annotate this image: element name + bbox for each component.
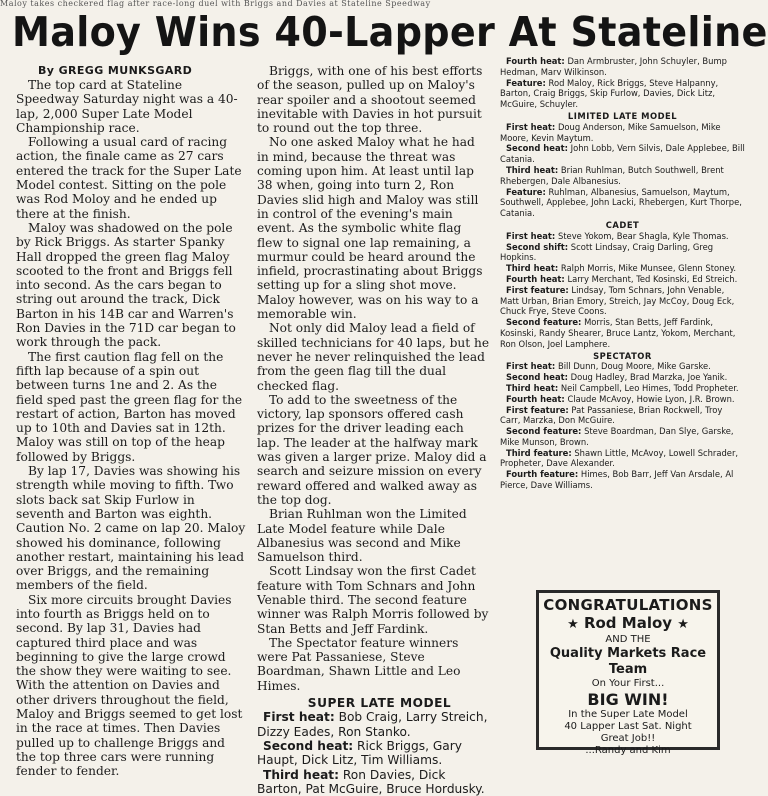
result-line — [257, 768, 490, 796]
star-icon: ★ — [567, 617, 579, 632]
result-label: First heat: — [506, 361, 556, 372]
result-label: First feature: — [506, 404, 569, 415]
result-label: First heat: — [263, 710, 335, 725]
article-paragraph: Brian Ruhlman won the Limited Late Model feature while Dale Albanesius was second and Mike Samuelson third. — [257, 507, 467, 565]
results-list-super-late-model — [257, 696, 490, 796]
results-section-heading: LIMITED LATE MODEL — [567, 110, 678, 121]
result-names: Morris, Stan Betts, Jeff Fardink, Kosinski, Randy Shearer, Bruce Lantz, Yokom, Merchant, Ron Olson, Joel Lamphere. — [500, 317, 736, 349]
result-line — [500, 143, 745, 165]
ad-big-win: BIG WIN! — [587, 690, 669, 709]
result-label: Feature: — [506, 186, 546, 197]
result-names: Ruhlman, Albanesius, Samuelson, Maytum, Southwell, Applebee, John Lacki, Rhebergen, Kurt Thorpe, Catania. — [500, 186, 742, 219]
article-paragraph: Six more circuits brought Davies into fourth as Briggs held on to second. By lap 31, Davies had captured third place and was beginning to give the large crowd the show they were waiting to see. With the attention on Davies and other drivers throughout the field, Maloy and Briggs seemed to get lost in the race at times. Then Davies pulled up to challenge Briggs and the top three cars were running fender to fender. — [16, 592, 243, 779]
result-line — [257, 710, 490, 739]
result-label: Third feature: — [506, 447, 572, 458]
article-paragraph: Following a usual card of racing action, the finale came as 27 cars entered the track for the Super Late Model contest. Sitting on the pole was Rod Moloy and he ended up there at the finish. — [16, 135, 242, 221]
result-label: Third heat: — [506, 164, 559, 175]
congratulations-ad — [536, 590, 720, 756]
ad-driver-name — [539, 614, 717, 634]
result-line — [500, 372, 745, 383]
article-paragraph: Briggs, with one of his best efforts of the season, pulled up on Maloy's rear spoiler and a shootout seemed inevitable with Davies in hot pursuit to round out the top three. — [257, 64, 483, 136]
column-1-paragraphs — [16, 78, 246, 779]
result-line — [500, 469, 745, 491]
result-names: Brian Ruhlman, Butch Southwell, Brent Rhebergen, Dale Albanesius. — [500, 164, 724, 186]
article-column-2 — [257, 64, 490, 796]
results-column — [500, 56, 745, 576]
result-label: Second heat: — [506, 372, 568, 383]
result-line — [500, 56, 745, 78]
result-label: Second shift: — [506, 241, 569, 252]
article-column-1 — [16, 64, 246, 779]
result-label: Third heat: — [506, 382, 559, 393]
result-names: Lindsay, Tom Schnars, John Venable, Matt Urban, Brian Emory, Streich, Jay McCoy, Doug Eck, Chuck Frye, Steve Coons. — [500, 284, 735, 317]
ad-team-name: Quality Markets Race Team — [549, 646, 707, 677]
result-names: Bill Dunn, Doug Moore, Mike Garske. — [557, 361, 711, 372]
star-icon: ★ — [677, 617, 689, 632]
result-line — [500, 165, 745, 187]
result-line — [500, 231, 745, 242]
result-line — [500, 383, 745, 394]
result-names: Rick Briggs, Gary Haupt, Dick Litz, Tim Williams. — [257, 738, 462, 768]
ad-driver-label: Rod Maloy — [583, 614, 673, 632]
result-names: Doug Hadley, Brad Marzka, Joe Yanik. — [570, 372, 728, 383]
clipped-previous-line: Maloy takes checkered flag after race-long duel with Briggs and Davies at Stateline Speedway — [0, 0, 431, 8]
result-names: Larry Merchant, Ted Kosinski, Ed Streich. — [567, 273, 738, 284]
article-paragraph: No one asked Maloy what he had in mind, because the threat was coming upon him. At least until lap 38 when, going into turn 2, Ron Davies slid high and Maloy was still in control of the evening's main event. As the symbolic white flag flew to signal one lap remaining, a murmur could be heard around the infield, procrastinating about Briggs setting up for a sling shot move. Maloy however, was on his way to a memorable win. — [257, 135, 483, 322]
result-names: Dan Armbruster, John Schuyler, Bump Hedman, Marv Wilkinson. — [500, 56, 727, 77]
result-names: Steve Yokom, Bear Shagla, Kyle Thomas. — [557, 230, 729, 241]
ad-first-line: On Your First... — [591, 678, 665, 689]
results-section-heading: CADET — [605, 219, 640, 230]
result-label: Feature: — [506, 77, 546, 88]
result-label: Second feature: — [506, 317, 582, 328]
article-paragraph: Scott Lindsay won the first Cadet feature with Tom Schnars and John Venable third. The second feature winner was Ralph Morris followed by Stan Betts and Jeff Fardink. — [257, 564, 489, 636]
column-2-paragraphs — [257, 64, 490, 693]
result-label: First heat: — [506, 121, 556, 132]
result-line — [500, 405, 745, 427]
ad-and-the: AND THE — [605, 634, 651, 645]
result-line — [500, 448, 745, 470]
ad-headline: CONGRATULATIONS — [543, 596, 713, 614]
result-label: Fourth heat: — [506, 393, 565, 404]
ad-great-job: Great Job!! — [600, 733, 656, 744]
article-paragraph: To add to the sweetness of the victory, lap sponsors offered cash prizes for the driver leading each lap. The leader at the halfway mark was given a larger prize. Maloy did a search and seizure mission on every reward offered and walked away as the top dog. — [257, 392, 487, 507]
result-line — [500, 78, 745, 110]
result-line — [500, 285, 745, 317]
article-paragraph: The Spectator feature winners were Pat Passaniese, Steve Boardman, Shawn Little and Leo Himes. — [257, 635, 461, 693]
result-label: Fourth heat: — [506, 273, 565, 284]
article-paragraph: The first caution flag fell on the fifth lap because of a spin out between turns 1ne and 2. As the field sped past the green flag for the restart of action, Barton has moved up to 10th and Davies sat in 12th. Maloy was still on top of the heap followed by Briggs. — [16, 349, 243, 464]
result-names: Neil Campbell, Leo Himes, Todd Propheter. — [560, 382, 739, 393]
results-section-heading: SUPER LATE MODEL — [307, 696, 452, 711]
result-label: Fourth feature: — [506, 469, 579, 480]
result-names: Ron Davies, Dick Barton, Pat McGuire, Bruce Hordusky. — [257, 767, 485, 796]
result-names: Shawn Little, McAvoy, Lowell Schrader, Propheter, Dave Alexander. — [500, 447, 739, 469]
result-label: Second feature: — [506, 426, 582, 437]
result-names: Doug Anderson, Mike Samuelson, Mike Moore, Kevin Maytum. — [500, 121, 721, 143]
result-label: Second heat: — [263, 738, 354, 753]
result-names: Himes, Bob Barr, Jeff Van Arsdale, Al Pierce, Dave Williams. — [500, 469, 734, 491]
result-label: First heat: — [506, 230, 556, 241]
result-names: Pat Passaniese, Brian Rockwell, Troy Carr, Marzka, Don McGuire. — [500, 404, 723, 426]
result-line — [257, 739, 490, 768]
result-line — [500, 122, 745, 144]
article-paragraph: Maloy was shadowed on the pole by Rick Briggs. As starter Spanky Hall dropped the green flag Maloy scooted to the front and Briggs fell into second. As the cars began to string out around the track, Dick Barton in his 14B car and Warren's Ron Davies in the 71D car began to work through the pack. — [16, 220, 236, 350]
result-label: Third heat: — [506, 263, 559, 274]
result-line — [500, 187, 745, 219]
result-label: Second heat: — [506, 143, 568, 154]
ad-race-line-2: 40 Lapper Last Sat. Night — [564, 721, 692, 732]
result-line — [500, 274, 745, 285]
result-names: Ralph Morris, Mike Munsee, Glenn Stoney. — [560, 263, 736, 274]
article-paragraph: By lap 17, Davies was showing his strength while moving to fifth. Two slots back sat Skip Furlow in seventh and Barton was eighth. Caution No. 2 came on lap 20. Maloy showed his dominance, following another restart, maintaining his lead over Briggs, and the remaining members of the field. — [16, 464, 246, 593]
result-names: Rod Maloy, Rick Briggs, Steve Halpanny, Barton, Craig Briggs, Skip Furlow, Davies, Dick Litz, McGuire, Schuyler. — [500, 77, 719, 110]
result-names: Scott Lindsay, Craig Darling, Greg Hopkins. — [500, 241, 714, 263]
ad-signature: ...Randy and Kim — [585, 745, 671, 756]
ad-race-line-1: In the Super Late Model — [568, 709, 688, 720]
result-line — [500, 242, 745, 264]
result-names: Steve Boardman, Dan Slye, Garske, Mike Munson, Brown. — [500, 426, 734, 447]
byline: By GREGG MUNKSGARD — [38, 64, 193, 77]
result-names: John Lobb, Vern Silvis, Dale Applebee, Bill Catania. — [500, 143, 745, 165]
result-line — [500, 317, 745, 349]
result-label: Fourth heat: — [506, 56, 565, 66]
result-line — [500, 263, 745, 274]
result-line — [500, 426, 745, 448]
result-line — [500, 361, 745, 372]
result-label: Third heat: — [263, 767, 340, 782]
results-section-heading: SPECTATOR — [593, 350, 652, 361]
article-paragraph: The top card at Stateline Speedway Saturday night was a 40-lap, 2,000 Super Late Model Championship race. — [16, 78, 238, 135]
page-title: Maloy Wins 40-Lapper At Stateline — [12, 8, 768, 56]
result-names: Claude McAvoy, Howie Lyon, J.R. Brown. — [567, 393, 735, 404]
results-list — [500, 56, 745, 491]
article-paragraph: Not only did Maloy lead a field of skilled technicians for 40 laps, but he never he never relinquished the lead from the geen flag till the dual checked flag. — [257, 321, 490, 393]
result-line — [500, 394, 745, 405]
result-names: Bob Craig, Larry Streich, Dizzy Eades, Ron Stanko. — [257, 710, 488, 739]
result-label: First feature: — [506, 284, 569, 295]
